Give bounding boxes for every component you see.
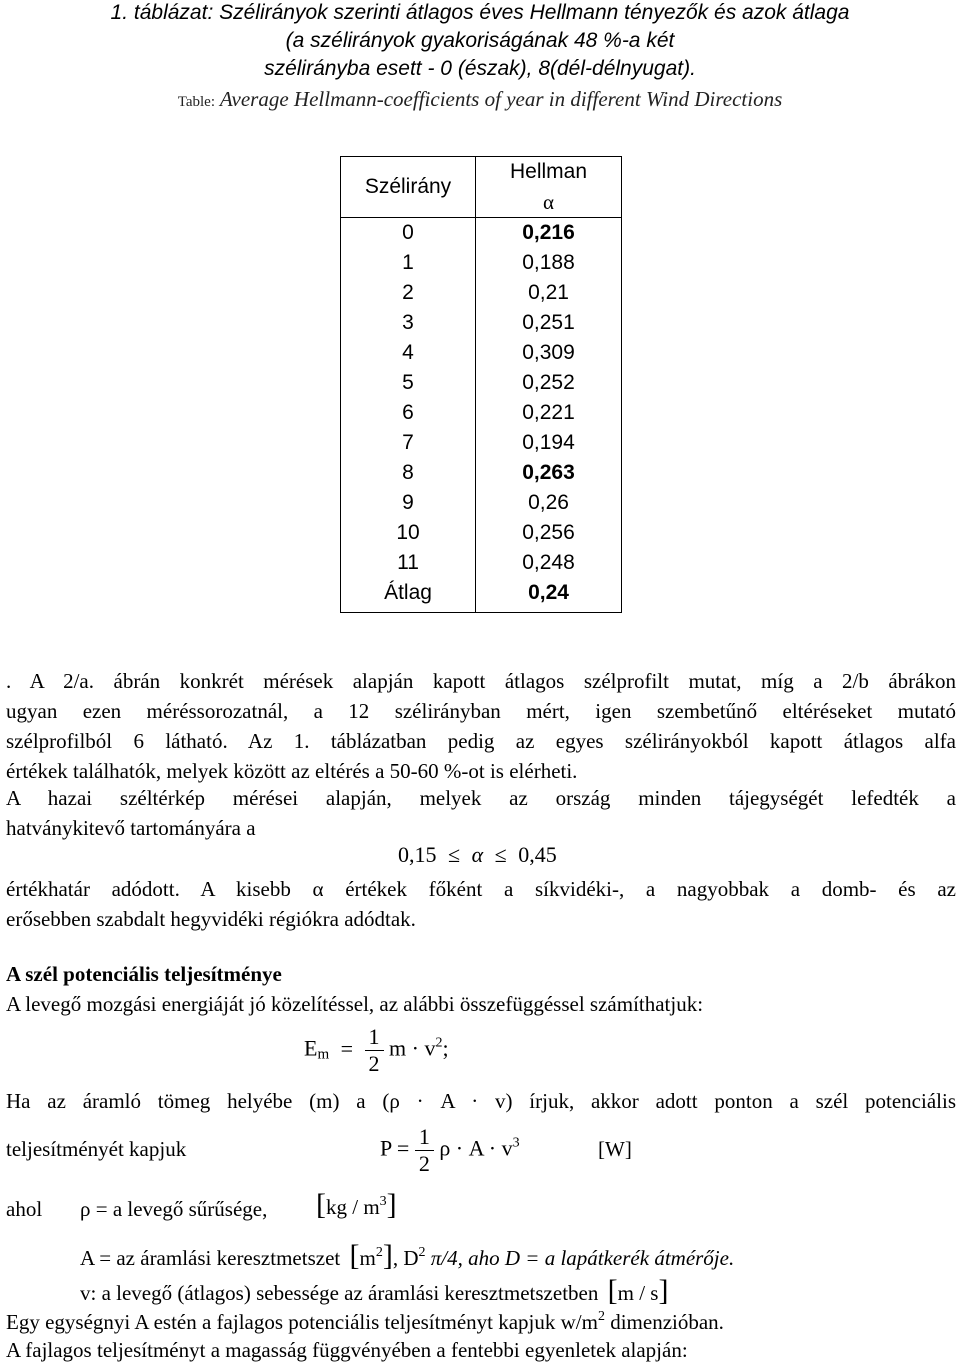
para6-exp: 2 (597, 1309, 605, 1324)
text-line: értékek találhatók, melyek között az eltérés a 50-60 %-ot is elérheti. (6, 759, 578, 783)
area-tail-exp: 2 (418, 1245, 426, 1260)
caption-english (0, 86, 960, 115)
para6-end: dimenzióban. (604, 1310, 724, 1334)
caption-line-1: 1. táblázat: Szélirányok szerinti átlagos éves Hellmann tényezők és azok átlaga (110, 1, 850, 24)
hellmann-value-cell: 0,251 (522, 311, 575, 334)
text-line: erősebben szabdalt hegyvidéki régiókra adódtak. (6, 907, 416, 931)
equation-energy: $E_m$ = $\frac{1}{2}$ $m \cdot v^2$; (304, 1024, 449, 1076)
direction-cell: 3 (402, 311, 414, 334)
hellmann-value-cell: 0,252 (522, 371, 575, 394)
defs-rho-unit: $[kg / m^3]$ (316, 1188, 397, 1221)
eq1-den: 2 (368, 1051, 380, 1076)
direction-cell: 0 (402, 221, 414, 244)
text-line: Ha az áramló tömeg helyébe (m) a (ρ · A · v) írjuk, akkor adott ponton a szél potenciális (6, 1089, 956, 1113)
range-low: 0,15 (398, 842, 437, 867)
paragraph-1 (6, 666, 956, 786)
defs-rho: ρ = a levegő sűrűsége, (80, 1197, 268, 1221)
hellmann-value-cell: 0,309 (522, 341, 575, 364)
paragraph-5b: teljesítményét kapjuk (6, 1137, 187, 1161)
direction-cell: 2 (402, 281, 414, 304)
equation-power (380, 1124, 520, 1177)
area-text: A = az áramlási keresztmetszet (80, 1246, 341, 1270)
rho-unit-exp: 3 (379, 1194, 387, 1209)
eq2-den: 2 (418, 1151, 430, 1176)
eq1-fraction (365, 1024, 384, 1077)
caption-english-prefix: Table: (177, 94, 215, 110)
eq2-unit: [W] (598, 1137, 632, 1161)
text-line: A hazai széltérkép mérései alapján, melyek az ország minden tájegységét lefedték a (6, 786, 956, 810)
hellmann-value-cell: 0,221 (522, 401, 575, 424)
hellmann-label: Hellman (509, 160, 588, 183)
hellmann-value-cell: 0,256 (522, 521, 575, 544)
text-line: értékhatár adódott. A kisebb α értékek főként a síkvidéki-, a nagyobbak a domb- és az (6, 877, 956, 901)
paragraph-6 (6, 1310, 724, 1335)
para6-text: Egy egységnyi A estén a fajlagos potenciális teljesítményt kapjuk w/m (6, 1310, 598, 1334)
eq2-num: 1 (415, 1124, 434, 1151)
eq1-rhs: m · v (389, 1035, 436, 1061)
text-line: ugyan ezen méréssorozatnál, a 12 szélirányban mért, igen szembetűnő eltéréseket mutató (6, 699, 956, 723)
direction-cell: 1 (402, 251, 414, 274)
paragraph-7: A fajlagos teljesítményt a magasság függvényében a fentebbi egyenletek alapján: (6, 1338, 688, 1362)
hellmann-value-cell: 0,188 (522, 251, 575, 274)
paragraph-3 (6, 874, 956, 934)
defs-area: A = az áramlási keresztmetszet $[m^2]$, $D^2$ π/4, aho D = a lapátkerék átmérője. (80, 1239, 735, 1272)
hellmann-value-cell: 0,24 (528, 581, 569, 604)
section-title: A szél potenciális teljesítménye (6, 962, 282, 986)
paragraph-4: A levegő mozgási energiáját jó közelítéssel, az alábbi összefüggéssel számíthatjuk: (6, 992, 704, 1016)
direction-cell: 8 (402, 461, 414, 484)
area-tail: , D (392, 1246, 419, 1270)
rho-unit-text: kg / m (326, 1195, 380, 1219)
hellmann-value-cell: 0,26 (528, 491, 569, 514)
area-unit-exp: 2 (375, 1245, 383, 1260)
direction-cell: 11 (397, 551, 419, 574)
eq2-rhs: ρ · A · v (439, 1135, 513, 1161)
velocity-unit: m / s (617, 1281, 659, 1305)
direction-column (341, 218, 476, 613)
paragraph-2 (6, 783, 956, 843)
eq1-exp: 2 (435, 1035, 443, 1051)
caption-line-3: szélirányba esett - 0 (észak), 8(dél-délnyugat). (264, 57, 696, 80)
eq1-num: 1 (365, 1024, 384, 1051)
alpha-symbol: α (542, 190, 554, 214)
hellmann-value-cell: 0,216 (522, 221, 575, 244)
defs-ahol: ahol (6, 1197, 43, 1221)
paragraph-5 (6, 1086, 956, 1116)
text-line: hatványkitevő tartományára a (6, 816, 256, 840)
range-alpha: α (471, 842, 484, 867)
eq2-lhs: P = (380, 1135, 410, 1161)
hellmann-value-cell: 0,248 (522, 551, 575, 574)
direction-cell: 4 (402, 341, 414, 364)
table-header-row (341, 157, 622, 218)
caption-line-2: (a szélirányok gyakoriságának 48 %-a két (285, 29, 675, 52)
hellmann-value-cell: 0,21 (528, 281, 569, 304)
velocity-text: v: a levegő (átlagos) sebessége az áramlási keresztmetszetben (80, 1281, 599, 1305)
col-header-direction: Szélirány (341, 157, 476, 218)
alpha-range-formula: 0,15 ≤ α ≤ 0,45 (398, 842, 557, 867)
hellmann-value-cell: 0,263 (522, 461, 575, 484)
direction-cell: Átlag (384, 581, 432, 604)
direction-cell: 6 (402, 401, 414, 424)
text-line: szélprofilból 6 látható. Az 1. táblázatban pedig az egyes szélirányokból kapott átlagos alfa (6, 729, 956, 753)
text-line: . A 2/a. ábrán konkrét mérések alapján kapott átlagos szélprofilt mutat, míg a 2/b ábrákon (6, 669, 956, 693)
table-body-row (341, 218, 622, 613)
direction-cell: 7 (402, 431, 414, 454)
direction-cell: 10 (396, 521, 420, 544)
eq2-fraction (415, 1124, 434, 1177)
eq1-lhs: E (304, 1035, 318, 1061)
eq2-exp: 3 (512, 1135, 520, 1151)
eq1-end: ; (442, 1035, 449, 1061)
col-header-hellmann (476, 157, 622, 218)
direction-cell: 9 (402, 491, 414, 514)
direction-cell: 5 (402, 371, 414, 394)
caption-english-text: Average Hellmann-coefficients of year in different Wind Directions (219, 87, 783, 111)
hellmann-value-cell: 0,194 (522, 431, 575, 454)
defs-velocity: v: a levegő (átlagos) sebessége az áramlási keresztmetszetben [m / s] (80, 1274, 669, 1307)
eq1-sub: m (317, 1046, 330, 1063)
area-unit: m (359, 1246, 376, 1270)
range-high: 0,45 (518, 842, 557, 867)
hellmann-table (340, 156, 622, 613)
area-tail2: π/4, aho D = a lapátkerék átmérője. (430, 1246, 735, 1270)
value-column (476, 218, 622, 613)
